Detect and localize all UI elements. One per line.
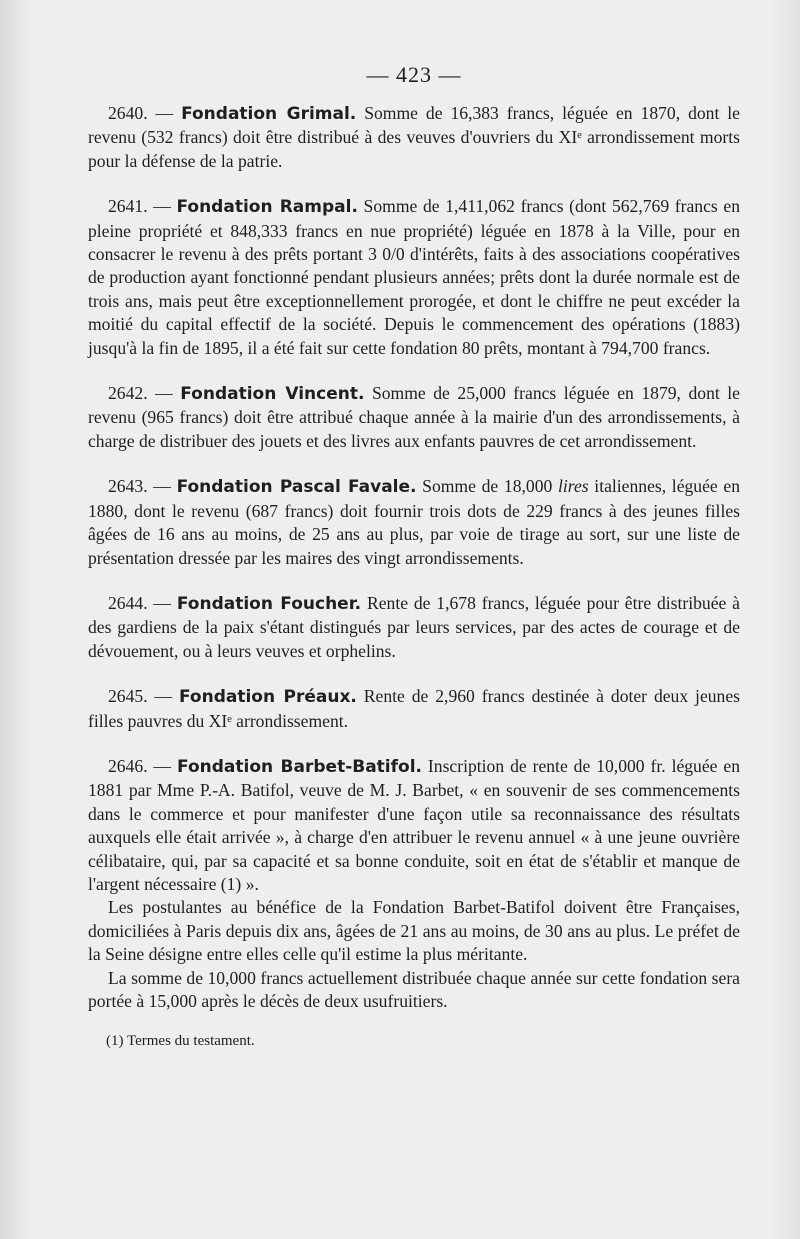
entry-number: 2643. — xyxy=(108,476,177,497)
entry-title: Fondation Pascal Favale. xyxy=(176,477,417,498)
entry-2645 xyxy=(88,685,740,733)
entry-2641 xyxy=(88,195,740,360)
entry-2642 xyxy=(88,382,740,453)
entry-2640 xyxy=(88,102,740,173)
entry-title: Fondation Foucher. xyxy=(176,593,362,614)
entry-number: 2645. — xyxy=(108,686,179,707)
entry-2644 xyxy=(88,592,740,663)
page-number: — 423 — xyxy=(366,62,462,87)
entry-text: Somme de 18,000 xyxy=(416,476,558,497)
entry-number: 2644. — xyxy=(108,592,177,613)
entry-text: Inscription de rente de 10,000 fr. léguée en 1881 par Mme P.-A. Batifol, veuve de M. J. Barbet, « en souvenir de ses commencements dans le commerce et pour manifester d'une façon utile sa reconnaissance des résultats auxquels elle était arrivée », à charge d'en attribuer le revenu annuel « à une jeune ouvrière célibataire, qui, par sa capacité et sa bonne conduite, soit en état de s'établir et manque de l'argent nécessaire (1) ». xyxy=(88,755,740,894)
entry-title: Fondation Grimal. xyxy=(181,104,357,124)
entry-text: Rente de 1,678 francs, léguée pour être distribuée à des gardiens de la paix s'étant distingués par leurs services, par des actes de courage et de dévouement, ou à leurs veuves et orphelins. xyxy=(88,592,740,661)
entry-title: Fondation Barbet-Batifol. xyxy=(177,756,422,777)
paragraph-text: La somme de 10,000 francs actuellement distribuée chaque année sur cette fondation sera portée à 15,000 après le décès de deux usufruitiers. xyxy=(88,967,740,1011)
continuation-paragraph xyxy=(88,896,740,966)
paragraph-text-italic: Fondation Barbet-Batifol xyxy=(372,897,555,918)
entry-2643 xyxy=(88,475,740,570)
entry-text: Somme de 1,411,062 francs (dont 562,769 francs en pleine propriété et 848,333 francs en nue propriété) léguée en 1878 à la Ville, pour en consacrer le revenu à des prêts portant 3 0/0 d'intérêts, faits à des associations coopératives de production ayant fonctionné pendant plusieurs années; prêts dont la durée normale est de trois ans, mais peut être exceptionnellement prorogée, et dont le chiffre ne peut excéder la moitié du capital effectif de la société. Depuis le commencement des opérations (1883) jusqu'à la fin de 1895, il a été fait sur cette fondation 80 prêts, montant à 794,700 francs. xyxy=(88,196,740,358)
paragraph-text: doivent être Françaises, domiciliées à Paris depuis dix ans, âgées de 21 ans au moins, de 30 ans au plus. Le préfet de la Seine désigne entre elles celle qu'il estime la plus méritante. xyxy=(88,897,740,965)
paragraph-text: Les postulantes au bénéfice de la xyxy=(108,897,373,918)
entry-number: 2641. — xyxy=(108,196,177,217)
footnote: (1) Termes du testament. xyxy=(106,1033,255,1050)
entry-text: italiennes, léguée en 1880, dont le revenu (687 francs) doit fournir trois dots de 229 francs à des jeunes filles âgées de 16 ans au moins, de 25 ans au plus, par voie de tirage au sort, sur une liste de présentation dressée par les maires des vingt arrondissements. xyxy=(88,476,741,568)
entry-text: Rente de 2,960 francs destinée à doter deux jeunes filles pauvres du XIᵉ arrondissement. xyxy=(88,686,741,731)
entry-title: Fondation Rampal. xyxy=(176,197,358,218)
entry-number: 2646. — xyxy=(108,755,178,776)
entry-text: Somme de 16,383 francs, léguée en 1870, dont le revenu (532 francs) doit être distribué à des veuves d'ouvriers du XIᵉ arrondissement morts pour la défense de la patrie. xyxy=(88,103,740,171)
entry-number: 2640. — xyxy=(108,103,182,123)
continuation-paragraph xyxy=(88,967,740,1014)
entry-title: Fondation Préaux. xyxy=(179,687,357,708)
entry-text: Somme de 25,000 francs léguée en 1879, dont le revenu (965 francs) doit être attribué chaque année à la mairie d'un des arrondissements, à charge de distribuer des jouets et des livres aux enfants pauvres de cet arrondissement. xyxy=(88,383,740,451)
entry-2646 xyxy=(88,755,740,896)
entry-title: Fondation Vincent. xyxy=(180,384,365,405)
entry-text-italic: lires xyxy=(557,476,589,497)
entry-number: 2642. — xyxy=(108,383,181,404)
